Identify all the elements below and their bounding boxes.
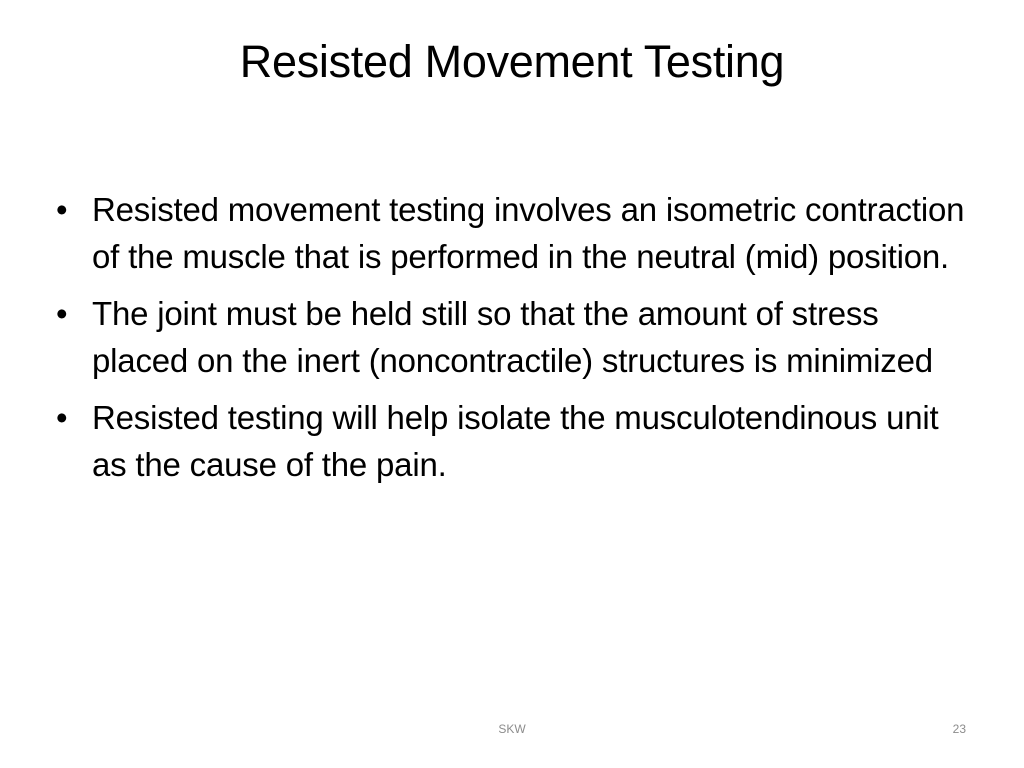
bullet-text: Resisted testing will help isolate the musculotendinous unit as the cause of the pain. [92,399,939,483]
bullet-item [52,186,972,280]
bullet-item [52,290,972,384]
bullet-text: Resisted movement testing involves an isometric contraction of the muscle that is performed in the neutral (mid) position. [92,191,965,275]
bullet-icon: • [56,399,68,436]
bullet-item [52,394,972,488]
bullet-text: The joint must be held still so that the amount of stress placed on the inert (noncontractile) structures is minimized [92,295,933,379]
bullet-icon: • [56,295,68,332]
bullet-list [52,186,972,498]
page-number: 23 [952,722,966,736]
bullet-icon: • [56,191,68,228]
footer-author: SKW [498,722,526,736]
slide-title: Resisted Movement Testing [239,36,785,87]
